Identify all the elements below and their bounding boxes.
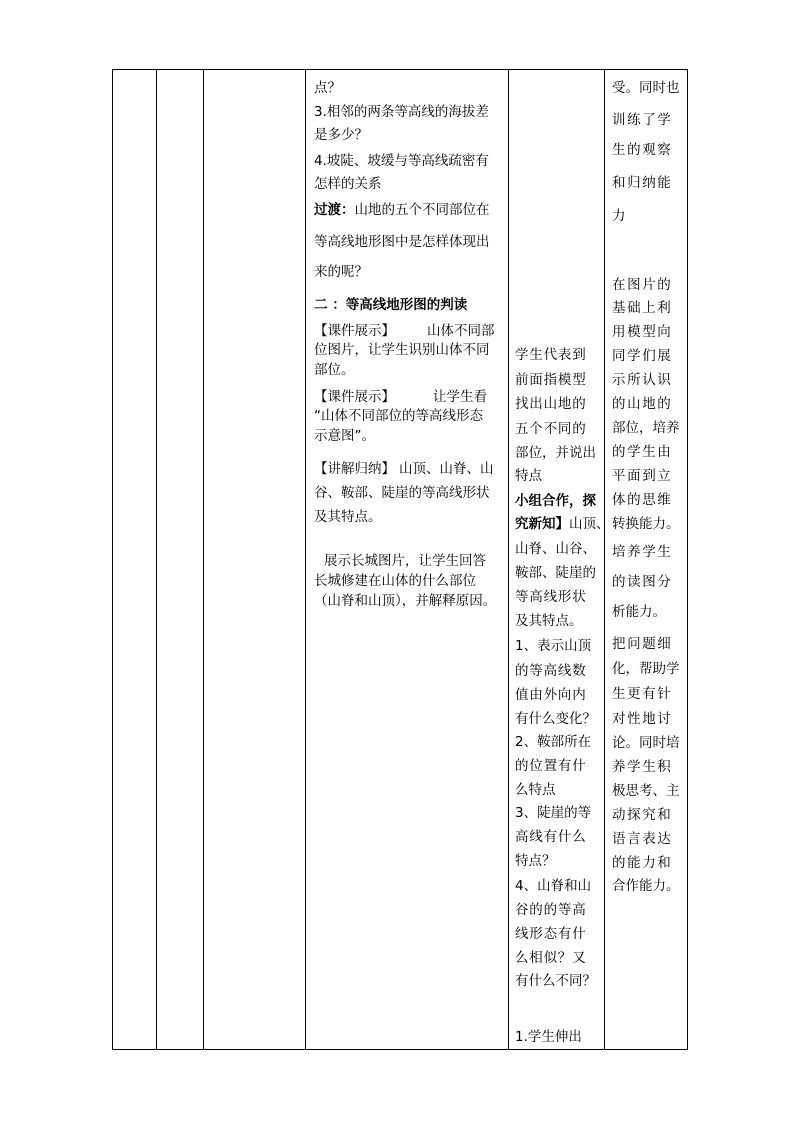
text-line: 值由外向内 <box>515 687 587 703</box>
text-line: 及其特点。 <box>515 613 583 629</box>
table-cell-blank-1 <box>113 70 157 1050</box>
text-line: 基础上利 <box>612 300 673 316</box>
text-line: （山脊和山顶），并解释原因。 <box>314 593 497 609</box>
text-line: 的能力和 <box>612 855 673 871</box>
text-line: 山顶、山脊、山 <box>399 461 494 477</box>
text-line: 合作能力。 <box>612 878 680 894</box>
text-line: 么特点 <box>515 782 556 798</box>
text-line: 长城修建在山体的什么部位 <box>314 573 476 589</box>
text-line: 线形态有什 <box>515 926 587 942</box>
text-line: 动探究和 <box>612 807 673 823</box>
student-activity-cell <box>509 70 610 1050</box>
text-line: 的等高线数 <box>515 663 587 679</box>
text-line: 生更有针 <box>612 686 673 702</box>
text-line: 等高线地形图中是怎样体现出 <box>314 234 490 250</box>
text-line: 对性地讨 <box>612 711 673 727</box>
courseware-label: 【课件展示】 <box>314 323 395 339</box>
text-line: 的山地的 <box>612 396 673 412</box>
text-line: 析能力。 <box>612 604 666 620</box>
text-line: 找出山地的 <box>515 396 587 412</box>
text-line: 3.相邻的两条等高线的海拔差 <box>314 104 489 120</box>
text-line: 1、表示山顶 <box>515 638 592 654</box>
text-line: “山体不同部位的等高线形态 <box>314 408 483 424</box>
courseware-label: 【课件展示】 <box>314 389 395 405</box>
text-line: 等高线形状 <box>515 589 587 605</box>
text-line: 把问题细 <box>612 636 673 652</box>
text-line: 山体不同部 <box>427 323 495 339</box>
text-line: 山地的五个不同部位在 <box>354 202 490 218</box>
table-cell-blank-2 <box>157 70 204 1050</box>
courseware-line-2 <box>314 385 504 405</box>
text-line: 及其特点。 <box>314 509 382 525</box>
text-line: 谷、鞍部、陡崖的等高线形状 <box>314 485 490 501</box>
text-line: 论。同时培 <box>612 735 680 751</box>
transition-label: 过渡： <box>314 202 355 218</box>
text-line: 来的呢？ <box>314 264 368 280</box>
text-line: 怎样的关系 <box>314 176 382 192</box>
text-line: 培养学生 <box>612 544 673 560</box>
text-line: 语言表达 <box>612 831 673 847</box>
text-line: 体的思维 <box>612 492 673 508</box>
group-work-heading: 小组合作，探 <box>515 493 596 509</box>
text-line: 的读图分 <box>612 574 673 590</box>
text-line: 山顶、 <box>569 516 610 532</box>
text-line: 让学生看 <box>433 389 487 405</box>
text-line: 转换能力。 <box>612 516 680 532</box>
text-line: 高线有什么 <box>515 829 587 845</box>
section-heading: 二 ：等高线地形图的判读 <box>314 297 468 313</box>
text-line: 鞍部、陡崖的 <box>515 565 596 581</box>
text-line: 用模型向 <box>612 324 673 340</box>
group-work-heading-end: 究新知】 <box>515 516 569 532</box>
text-line: 么相似？又 <box>515 950 587 966</box>
text-line: 极思考、主 <box>612 783 680 799</box>
text-line: 训练了学 <box>612 112 673 128</box>
teacher-activity-cell <box>306 70 509 1050</box>
text-line: 的学生由 <box>612 444 673 460</box>
text-line: 位图片，让学生识别山体不同 <box>314 342 490 358</box>
text-line: 特点？ <box>515 853 556 869</box>
text-line: 同学们展 <box>612 348 673 364</box>
text-line: 4.坡陡、坡缓与等高线疏密有 <box>314 153 489 169</box>
text-line: 部位。 <box>314 362 355 378</box>
text-line: 是多少？ <box>314 127 368 143</box>
text-line: 谷的的等高 <box>515 902 587 918</box>
text-line: 部位，培养 <box>612 420 680 436</box>
transition-line <box>314 198 504 218</box>
summary-label: 【讲解归纳】 <box>314 461 395 477</box>
text-line: 部位，并说出 <box>515 445 596 461</box>
text-line: 展示长城图片，让学生回答 <box>324 553 486 569</box>
text-line: 五个不同的 <box>515 421 587 437</box>
text-line: 平面到立 <box>612 468 673 484</box>
table-cell-blank-3 <box>204 70 306 1050</box>
text-line: 在图片的 <box>612 277 673 293</box>
text-line: 学生代表到 <box>515 347 587 363</box>
text-line: 养学生积 <box>612 759 673 775</box>
text-line: 示意图”。 <box>314 428 375 444</box>
text-line: 山脊、山谷、 <box>515 541 596 557</box>
text-line: 2、鞍部所在 <box>515 734 592 750</box>
text-line: 力 <box>612 208 626 224</box>
text-line: 的位置有什 <box>515 758 587 774</box>
text-line: 点？ <box>314 80 341 96</box>
text-line: 前面指模型 <box>515 372 587 388</box>
text-line: 化，帮助学 <box>612 661 680 677</box>
text-line: 1.学生伸出 <box>515 1029 582 1045</box>
text-line: 示所认识 <box>612 372 673 388</box>
group-work-line <box>515 512 610 532</box>
text-line: 有什么变化？ <box>515 711 596 727</box>
summary-line <box>314 457 504 477</box>
text-line: 特点 <box>515 468 542 484</box>
text-line: 受。同时也 <box>612 80 680 96</box>
text-line: 有什么不同？ <box>515 973 596 989</box>
lesson-plan-table <box>112 69 688 1050</box>
text-line: 3、陡崖的等 <box>515 805 592 821</box>
courseware-line-1 <box>314 319 504 339</box>
text-line: 和归纳能 <box>612 175 673 191</box>
design-intent-cell <box>605 70 688 1050</box>
text-line: 生的观察 <box>612 142 673 158</box>
text-line: 4、山脊和山 <box>515 878 592 894</box>
table-row <box>113 70 688 1050</box>
